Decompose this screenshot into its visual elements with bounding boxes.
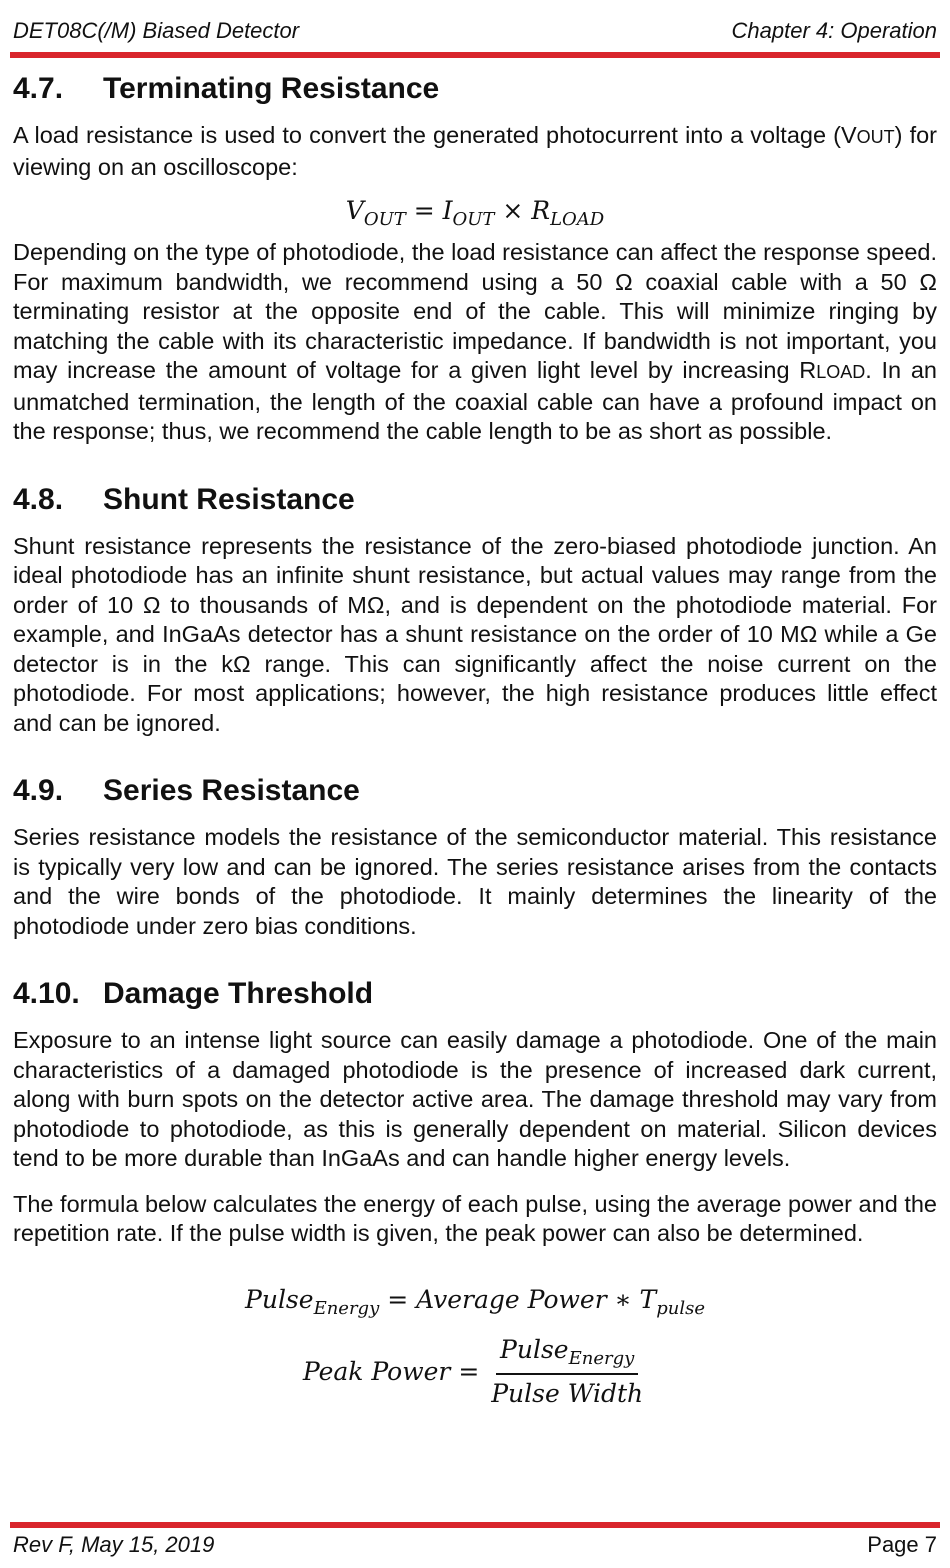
section-heading [13, 66, 937, 112]
paragraph: Depending on the type of photodiode, the load resistance can affect the response speed. For maximum bandwidth, we recommend using a 50 Ω coaxial cable with a 50 Ω terminating resistor at the opposite end of the cable. This will minimize ringing by matching the cable with its characteristic impedance. If bandwidth is not important, you may increase the amount of voltage for a given light level by increasing RLOAD. In an unmatched termination, the length of the coaxial cable can have a profound impact on the response; thus, we recommend the cable length to be as short as possible. [13, 239, 938, 444]
section-title: Shunt Resistance [103, 482, 355, 516]
section-title: Damage Threshold [103, 977, 374, 1010]
section-number: 4.8. [13, 482, 64, 516]
page-number: Page 7 [867, 1532, 937, 1557]
page-body [13, 66, 937, 1408]
page-footer [13, 1532, 937, 1558]
section-number: 4.10. [13, 977, 80, 1010]
section-shunt-resistance [13, 477, 937, 739]
paragraph: The formula below calculates the energy of each pulse, using the average power and the repetition rate. If the pulse width is given, the peak power can also be determined. [13, 1190, 937, 1246]
section-number: 4.9. [13, 774, 64, 807]
paragraph: A load resistance is used to convert the generated photocurrent into a voltage (VOUT) for viewing on an oscilloscope: [13, 122, 938, 180]
paragraph: Shunt resistance represents the resistance of the zero-biased photodiode junction. An ideal photodiode has an infinite shunt resistance, but actual values may range from the order of 10 Ω to thousands of MΩ, and is dependent on the photodiode material. For example, and InGaAs detector has a shunt resistance on the order of 10 MΩ while a Ge detector is in the kΩ range. This can significantly affect the noise current on the photodiode. For most applications; however, the high resistance produces little effect and can be ignored. [13, 532, 937, 736]
paragraph: Series resistance models the resistance of the semiconductor material. This resistance is typically very low and can be ignored. The series resistance arises from the contacts and the wire bonds of the photodiode. It mainly determines the linearity of the photodiode under zero bias conditions. [13, 824, 937, 939]
page-header [13, 18, 937, 48]
section-number: 4.7. [13, 72, 64, 105]
paragraph: Exposure to an intense light source can easily damage a photodiode. One of the main characteristics of a damaged photodiode is the presence of increased dark current, along with burn spots on the detector active area. The damage threshold may vary from photodiode to photodiode, as this is generally dependent on material. Silicon devices tend to be more durable than InGaAs and can handle higher energy levels. [13, 1027, 937, 1171]
fraction: $\frac{Pulse_{Energy}}{\text{Pulse Width}}$ [491, 1334, 644, 1408]
equation-pulse-energy: Pulse$_{Energy}$ = Average Power ∗ $T_{pulse}$ [245, 1284, 705, 1319]
header-doc-title: DET08C(/M) Biased Detector [13, 18, 300, 43]
section-title: Terminating Resistance [103, 72, 440, 105]
footer-rule [10, 1522, 940, 1528]
section-heading [13, 768, 937, 814]
footer-revision: Rev F, May 15, 2019 [13, 1532, 215, 1557]
header-chapter: Chapter 4: Operation [731, 18, 937, 43]
header-rule [10, 52, 940, 58]
equation-vout: $V_{OUT} = I_{OUT} \times R_{LOAD}$ [345, 196, 605, 230]
section-terminating-resistance [13, 66, 937, 447]
section-heading [13, 477, 937, 523]
section-series-resistance [13, 768, 937, 941]
section-title: Series Resistance [103, 774, 360, 807]
equation-peak-power: Peak Power = $\frac{Pulse_{Energy}}{\text{Pulse Width}}$ [13, 1335, 937, 1408]
section-heading [13, 971, 937, 1017]
section-damage-threshold [13, 971, 937, 1408]
